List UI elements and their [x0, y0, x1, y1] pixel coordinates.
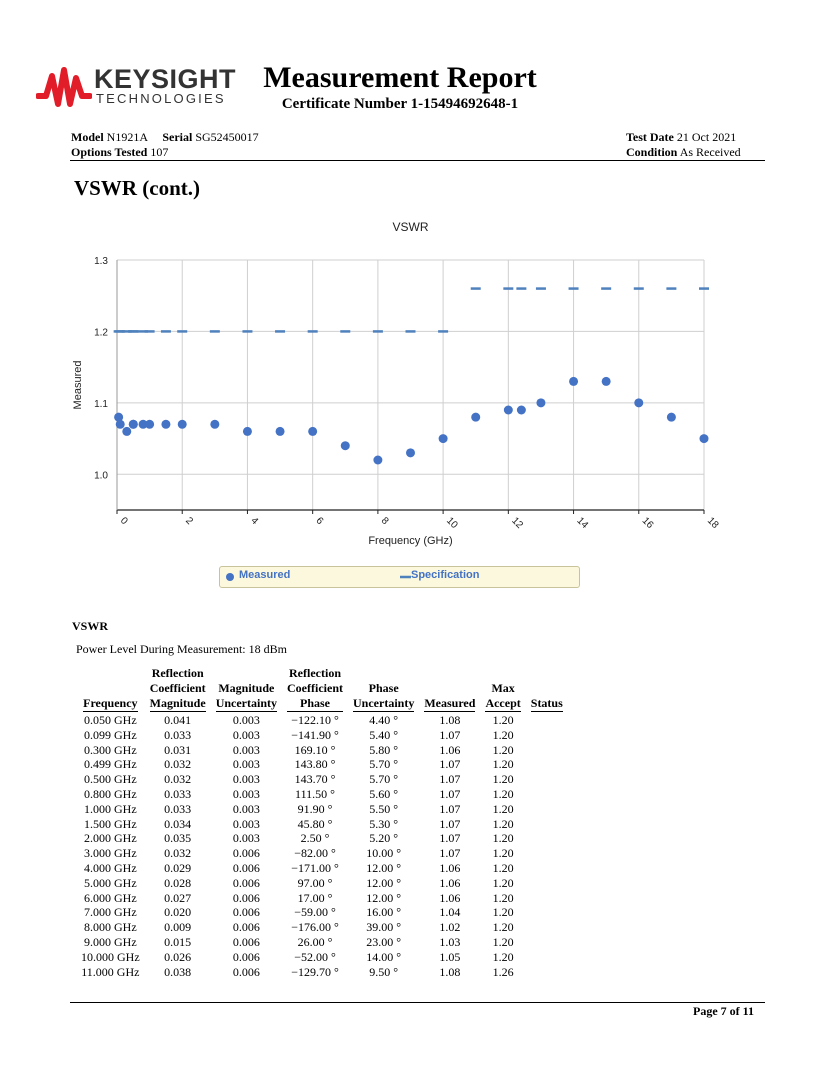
brand-subtitle: TECHNOLOGIES: [96, 91, 226, 106]
column-header: [348, 666, 419, 713]
page-number: Page 7 of 11: [693, 1004, 754, 1018]
meta-left: [71, 130, 259, 160]
table-cell: 45.80 °: [297, 816, 333, 831]
measured-point: [471, 413, 480, 422]
table-cell: −52.00 °: [294, 949, 336, 964]
column-header: [419, 666, 480, 713]
table-cell: −141.90 °: [291, 727, 339, 742]
x-tick-label: 4: [248, 515, 261, 528]
table-cell: 10.00 °: [366, 846, 402, 861]
table-cell: 5.000 GHz: [84, 875, 137, 890]
measured-point: [667, 413, 676, 422]
table-row: [76, 965, 568, 980]
column-header-text: Status: [530, 696, 563, 710]
table-cell: 9.000 GHz: [84, 934, 137, 949]
table-cell: 5.50 °: [369, 801, 399, 816]
header-divider: [70, 160, 765, 161]
model-value: N1921A: [106, 130, 148, 144]
table-cell: 6.000 GHz: [84, 890, 137, 905]
table-row: [76, 831, 568, 846]
table-cell: 0.027: [164, 890, 192, 905]
table-row: [76, 891, 568, 906]
table-cell: 0.003: [232, 786, 260, 801]
table-row: [76, 876, 568, 891]
table-header-row: [76, 666, 568, 713]
table-cell: −129.70 °: [291, 964, 339, 979]
table-cell: 1.20: [492, 890, 514, 905]
table-cell: 2.50 °: [300, 831, 330, 846]
table-cell: [526, 787, 568, 802]
table-cell: 0.028: [164, 875, 192, 890]
table-cell: 5.30 °: [369, 816, 399, 831]
table-cell: 0.006: [232, 846, 260, 861]
measured-point: [569, 377, 578, 386]
report-title: Measurement Report: [263, 61, 537, 94]
table-row: [76, 743, 568, 758]
table-cell: [526, 876, 568, 891]
table-cell: 1.20: [492, 801, 514, 816]
table-cell: 1.20: [492, 934, 514, 949]
table-cell: [526, 802, 568, 817]
condition-label: Condition: [626, 145, 678, 159]
table-cell: 1.02: [439, 920, 461, 935]
y-tick-label: 1.3: [94, 256, 108, 267]
table-cell: 0.006: [232, 875, 260, 890]
table-cell: −122.10 °: [291, 713, 339, 727]
meta-right: [626, 130, 741, 160]
test-date-label: Test Date: [626, 130, 674, 144]
table-row: [76, 728, 568, 743]
table-cell: 0.009: [164, 920, 192, 935]
table-cell: 1.20: [492, 786, 514, 801]
x-tick-label: 14: [574, 515, 591, 531]
table-cell: 0.033: [164, 727, 192, 742]
table-cell: 0.003: [232, 772, 260, 787]
test-date-line: [626, 130, 741, 145]
table-row: [76, 787, 568, 802]
table-cell: 1.20: [492, 875, 514, 890]
table-cell: 5.20 °: [369, 831, 399, 846]
table-cell: 14.00 °: [366, 949, 402, 964]
measured-point: [536, 398, 545, 407]
column-header-text: Max Accept: [485, 681, 521, 710]
table-cell: 12.00 °: [366, 860, 402, 875]
legend-measured-marker: [224, 571, 236, 583]
table-cell: 0.026: [164, 949, 192, 964]
table-cell: 0.003: [232, 742, 260, 757]
table-cell: 17.00 °: [297, 890, 333, 905]
table-cell: 1.07: [439, 846, 461, 861]
measured-point: [406, 448, 415, 457]
options-line: [71, 145, 259, 160]
table-cell: [526, 950, 568, 965]
table-cell: 1.06: [439, 860, 461, 875]
table-cell: 1.20: [492, 905, 514, 920]
chart-title: VSWR: [392, 220, 429, 234]
table-cell: 91.90 °: [297, 801, 333, 816]
options-label: Options Tested: [71, 145, 148, 159]
vswr-table: [76, 666, 568, 979]
table-row: [76, 861, 568, 876]
table-row: [76, 920, 568, 935]
measured-point: [210, 420, 219, 429]
table-cell: 11.000 GHz: [81, 964, 140, 979]
table-cell: 143.70 °: [294, 772, 336, 787]
y-axis-label: Measured: [72, 360, 84, 410]
column-header: [282, 666, 348, 713]
table-cell: 1.07: [439, 786, 461, 801]
table-cell: [526, 713, 568, 728]
x-tick-label: 8: [378, 515, 391, 528]
table-cell: 1.07: [439, 801, 461, 816]
brand-name: KEYSIGHT: [94, 64, 237, 94]
table-cell: [526, 817, 568, 832]
table-row: [76, 846, 568, 861]
column-header: [145, 666, 211, 713]
x-tick-label: 16: [639, 515, 656, 531]
table-cell: 1.20: [492, 846, 514, 861]
table-cell: 0.003: [232, 831, 260, 846]
table-cell: 1.20: [492, 713, 514, 727]
x-tick-label: 2: [183, 515, 195, 528]
chart-legend: [219, 566, 580, 588]
table-cell: 5.60 °: [369, 786, 399, 801]
table-cell: 1.20: [492, 860, 514, 875]
table-cell: 1.05: [439, 949, 461, 964]
certificate-number: 1-15494692648-1: [410, 96, 519, 112]
table-cell: 1.04: [439, 905, 461, 920]
table-row: [76, 713, 568, 728]
vswr-chart: [66, 212, 746, 557]
table-cell: 0.033: [164, 786, 192, 801]
section-title: VSWR (cont.): [74, 176, 200, 200]
measured-point: [129, 420, 138, 429]
table-cell: 1.07: [439, 772, 461, 787]
table-cell: 1.20: [492, 816, 514, 831]
table-cell: 0.015: [164, 934, 192, 949]
column-header-text: Measured: [424, 696, 476, 710]
table-body: [76, 713, 568, 979]
table-cell: 23.00 °: [366, 934, 402, 949]
measured-point: [517, 406, 526, 415]
table-cell: 1.08: [439, 964, 461, 979]
measured-point: [308, 427, 317, 436]
measured-point: [373, 456, 382, 465]
table-row: [76, 950, 568, 965]
x-tick-label: 12: [509, 515, 525, 531]
table-cell: 1.20: [492, 920, 514, 935]
table-row: [76, 817, 568, 832]
measured-point: [341, 441, 350, 450]
x-tick-label: 0: [117, 515, 130, 528]
power-level: Power Level During Measurement: 18 dBm: [76, 642, 287, 656]
table-cell: 0.006: [232, 890, 260, 905]
table-cell: 26.00 °: [297, 934, 333, 949]
table-cell: 1.20: [492, 727, 514, 742]
table-cell: 0.003: [232, 801, 260, 816]
certificate-line: [250, 96, 550, 113]
table-cell: 16.00 °: [366, 905, 402, 920]
table-cell: [526, 861, 568, 876]
column-header: [480, 666, 525, 713]
table-cell: 0.031: [164, 742, 192, 757]
table-cell: [526, 935, 568, 950]
table-cell: 5.70 °: [369, 757, 399, 772]
measured-point: [602, 377, 611, 386]
table-cell: 8.000 GHz: [84, 920, 137, 935]
table-cell: 4.40 °: [369, 713, 399, 727]
table-cell: −59.00 °: [294, 905, 336, 920]
table-cell: 1.07: [439, 757, 461, 772]
table-row: [76, 802, 568, 817]
test-date-value: 21 Oct 2021: [676, 130, 737, 144]
table-cell: 2.000 GHz: [84, 831, 137, 846]
table-cell: 12.00 °: [366, 890, 402, 905]
table-cell: 10.000 GHz: [81, 949, 140, 964]
table-cell: 1.20: [492, 757, 514, 772]
table-cell: −171.00 °: [291, 860, 339, 875]
table-cell: 1.06: [439, 742, 461, 757]
table-cell: 0.038: [164, 964, 192, 979]
y-tick-label: 1.0: [94, 470, 108, 482]
table-cell: [526, 757, 568, 772]
table-cell: 1.500 GHz: [84, 816, 137, 831]
table-cell: 0.003: [232, 713, 260, 727]
table-cell: [526, 831, 568, 846]
table-cell: 0.035: [164, 831, 192, 846]
table-cell: 0.800 GHz: [84, 786, 137, 801]
column-header-text: Magnitude Uncertainty: [215, 681, 278, 710]
table-cell: 1.20: [492, 831, 514, 846]
table-cell: 0.029: [164, 860, 192, 875]
column-header: [526, 666, 568, 713]
measured-point: [243, 427, 252, 436]
measured-point: [161, 420, 170, 429]
table-cell: 169.10 °: [294, 742, 336, 757]
table-cell: 1.20: [492, 742, 514, 757]
x-tick-label: 10: [443, 515, 460, 531]
table-cell: 0.006: [232, 949, 260, 964]
table-cell: 0.006: [232, 860, 260, 875]
column-header-text: Reflection Coefficient Magnitude: [149, 666, 206, 710]
measured-point: [634, 398, 643, 407]
table-cell: [526, 846, 568, 861]
table-cell: 0.300 GHz: [84, 742, 137, 757]
table-cell: 1.26: [492, 964, 514, 979]
table-cell: 0.006: [232, 964, 260, 979]
table-cell: 1.20: [492, 949, 514, 964]
measured-point: [504, 406, 513, 415]
table-cell: 0.003: [232, 727, 260, 742]
table-row: [76, 772, 568, 787]
measured-point: [122, 427, 131, 436]
column-header-text: Phase Uncertainty: [353, 681, 415, 710]
measured-point: [145, 420, 154, 429]
table-cell: 0.034: [164, 816, 192, 831]
measured-point: [178, 420, 187, 429]
serial-label: Serial: [162, 130, 193, 144]
table-cell: 7.000 GHz: [84, 905, 137, 920]
table-cell: −176.00 °: [291, 920, 339, 935]
table-cell: 12.00 °: [366, 875, 402, 890]
table-cell: [526, 728, 568, 743]
table-section-label: VSWR: [72, 619, 109, 633]
table-cell: 5.80 °: [369, 742, 399, 757]
table-cell: 0.041: [164, 713, 192, 727]
table-cell: 4.000 GHz: [84, 860, 137, 875]
table-cell: [526, 920, 568, 935]
condition-line: [626, 145, 741, 160]
table-cell: 1.07: [439, 727, 461, 742]
table-cell: 0.020: [164, 905, 192, 920]
table-row: [76, 905, 568, 920]
legend-measured-label: Measured: [239, 569, 291, 581]
table-row: [76, 757, 568, 772]
certificate-label: Certificate Number: [281, 96, 407, 112]
serial-value: SG52450017: [195, 130, 259, 144]
measured-point: [439, 434, 448, 443]
table-cell: 39.00 °: [366, 920, 402, 935]
table-cell: 111.50 °: [295, 786, 335, 801]
measured-point: [116, 420, 125, 429]
table-cell: 97.00 °: [297, 875, 333, 890]
x-axis-label: Frequency (GHz): [368, 535, 453, 547]
keysight-logo-icon: [36, 66, 92, 110]
column-header: [76, 666, 145, 713]
table-cell: 0.032: [164, 846, 192, 861]
table-cell: 5.70 °: [369, 772, 399, 787]
table-cell: 143.80 °: [294, 757, 336, 772]
table-cell: 1.000 GHz: [84, 801, 137, 816]
table-cell: 0.006: [232, 905, 260, 920]
table-cell: [526, 905, 568, 920]
table-cell: 0.006: [232, 920, 260, 935]
x-tick-label: 6: [313, 515, 326, 528]
table-cell: 0.032: [164, 772, 192, 787]
legend-spec-label: Specification: [411, 569, 480, 581]
table-cell: 1.20: [492, 772, 514, 787]
model-label: Model: [71, 130, 104, 144]
column-header: [211, 666, 282, 713]
y-tick-label: 1.2: [94, 327, 108, 339]
table-cell: 0.050 GHz: [84, 713, 137, 727]
table-cell: [526, 743, 568, 758]
table-cell: 1.08: [439, 713, 461, 727]
table-cell: 0.499 GHz: [84, 757, 137, 772]
table-row: [76, 935, 568, 950]
footer-divider: [70, 1002, 765, 1003]
table-cell: 0.006: [232, 934, 260, 949]
table-cell: 0.500 GHz: [84, 772, 137, 787]
table-cell: [526, 965, 568, 980]
table-cell: 9.50 °: [369, 964, 399, 979]
table-cell: [526, 891, 568, 906]
table-cell: 0.003: [232, 757, 260, 772]
table-cell: 0.003: [232, 816, 260, 831]
y-tick-label: 1.1: [94, 398, 108, 410]
table-cell: 0.032: [164, 757, 192, 772]
measured-point: [700, 434, 709, 443]
x-tick-label: 18: [704, 515, 721, 531]
measured-point: [276, 427, 285, 436]
column-header-text: Frequency: [83, 696, 138, 710]
table-cell: −82.00 °: [294, 846, 336, 861]
table-cell: 3.000 GHz: [84, 846, 137, 861]
table-cell: 0.099 GHz: [84, 727, 137, 742]
table-cell: 1.07: [439, 816, 461, 831]
table-cell: 1.03: [439, 934, 461, 949]
table-cell: 1.06: [439, 875, 461, 890]
table-cell: [526, 772, 568, 787]
table-cell: 0.033: [164, 801, 192, 816]
table-cell: 1.06: [439, 890, 461, 905]
model-line: [71, 130, 259, 145]
table-cell: 5.40 °: [369, 727, 399, 742]
column-header-text: Reflection Coefficient Phase: [287, 666, 343, 710]
options-value: 107: [150, 145, 169, 159]
table-cell: 1.07: [439, 831, 461, 846]
condition-value: As Received: [679, 145, 741, 159]
